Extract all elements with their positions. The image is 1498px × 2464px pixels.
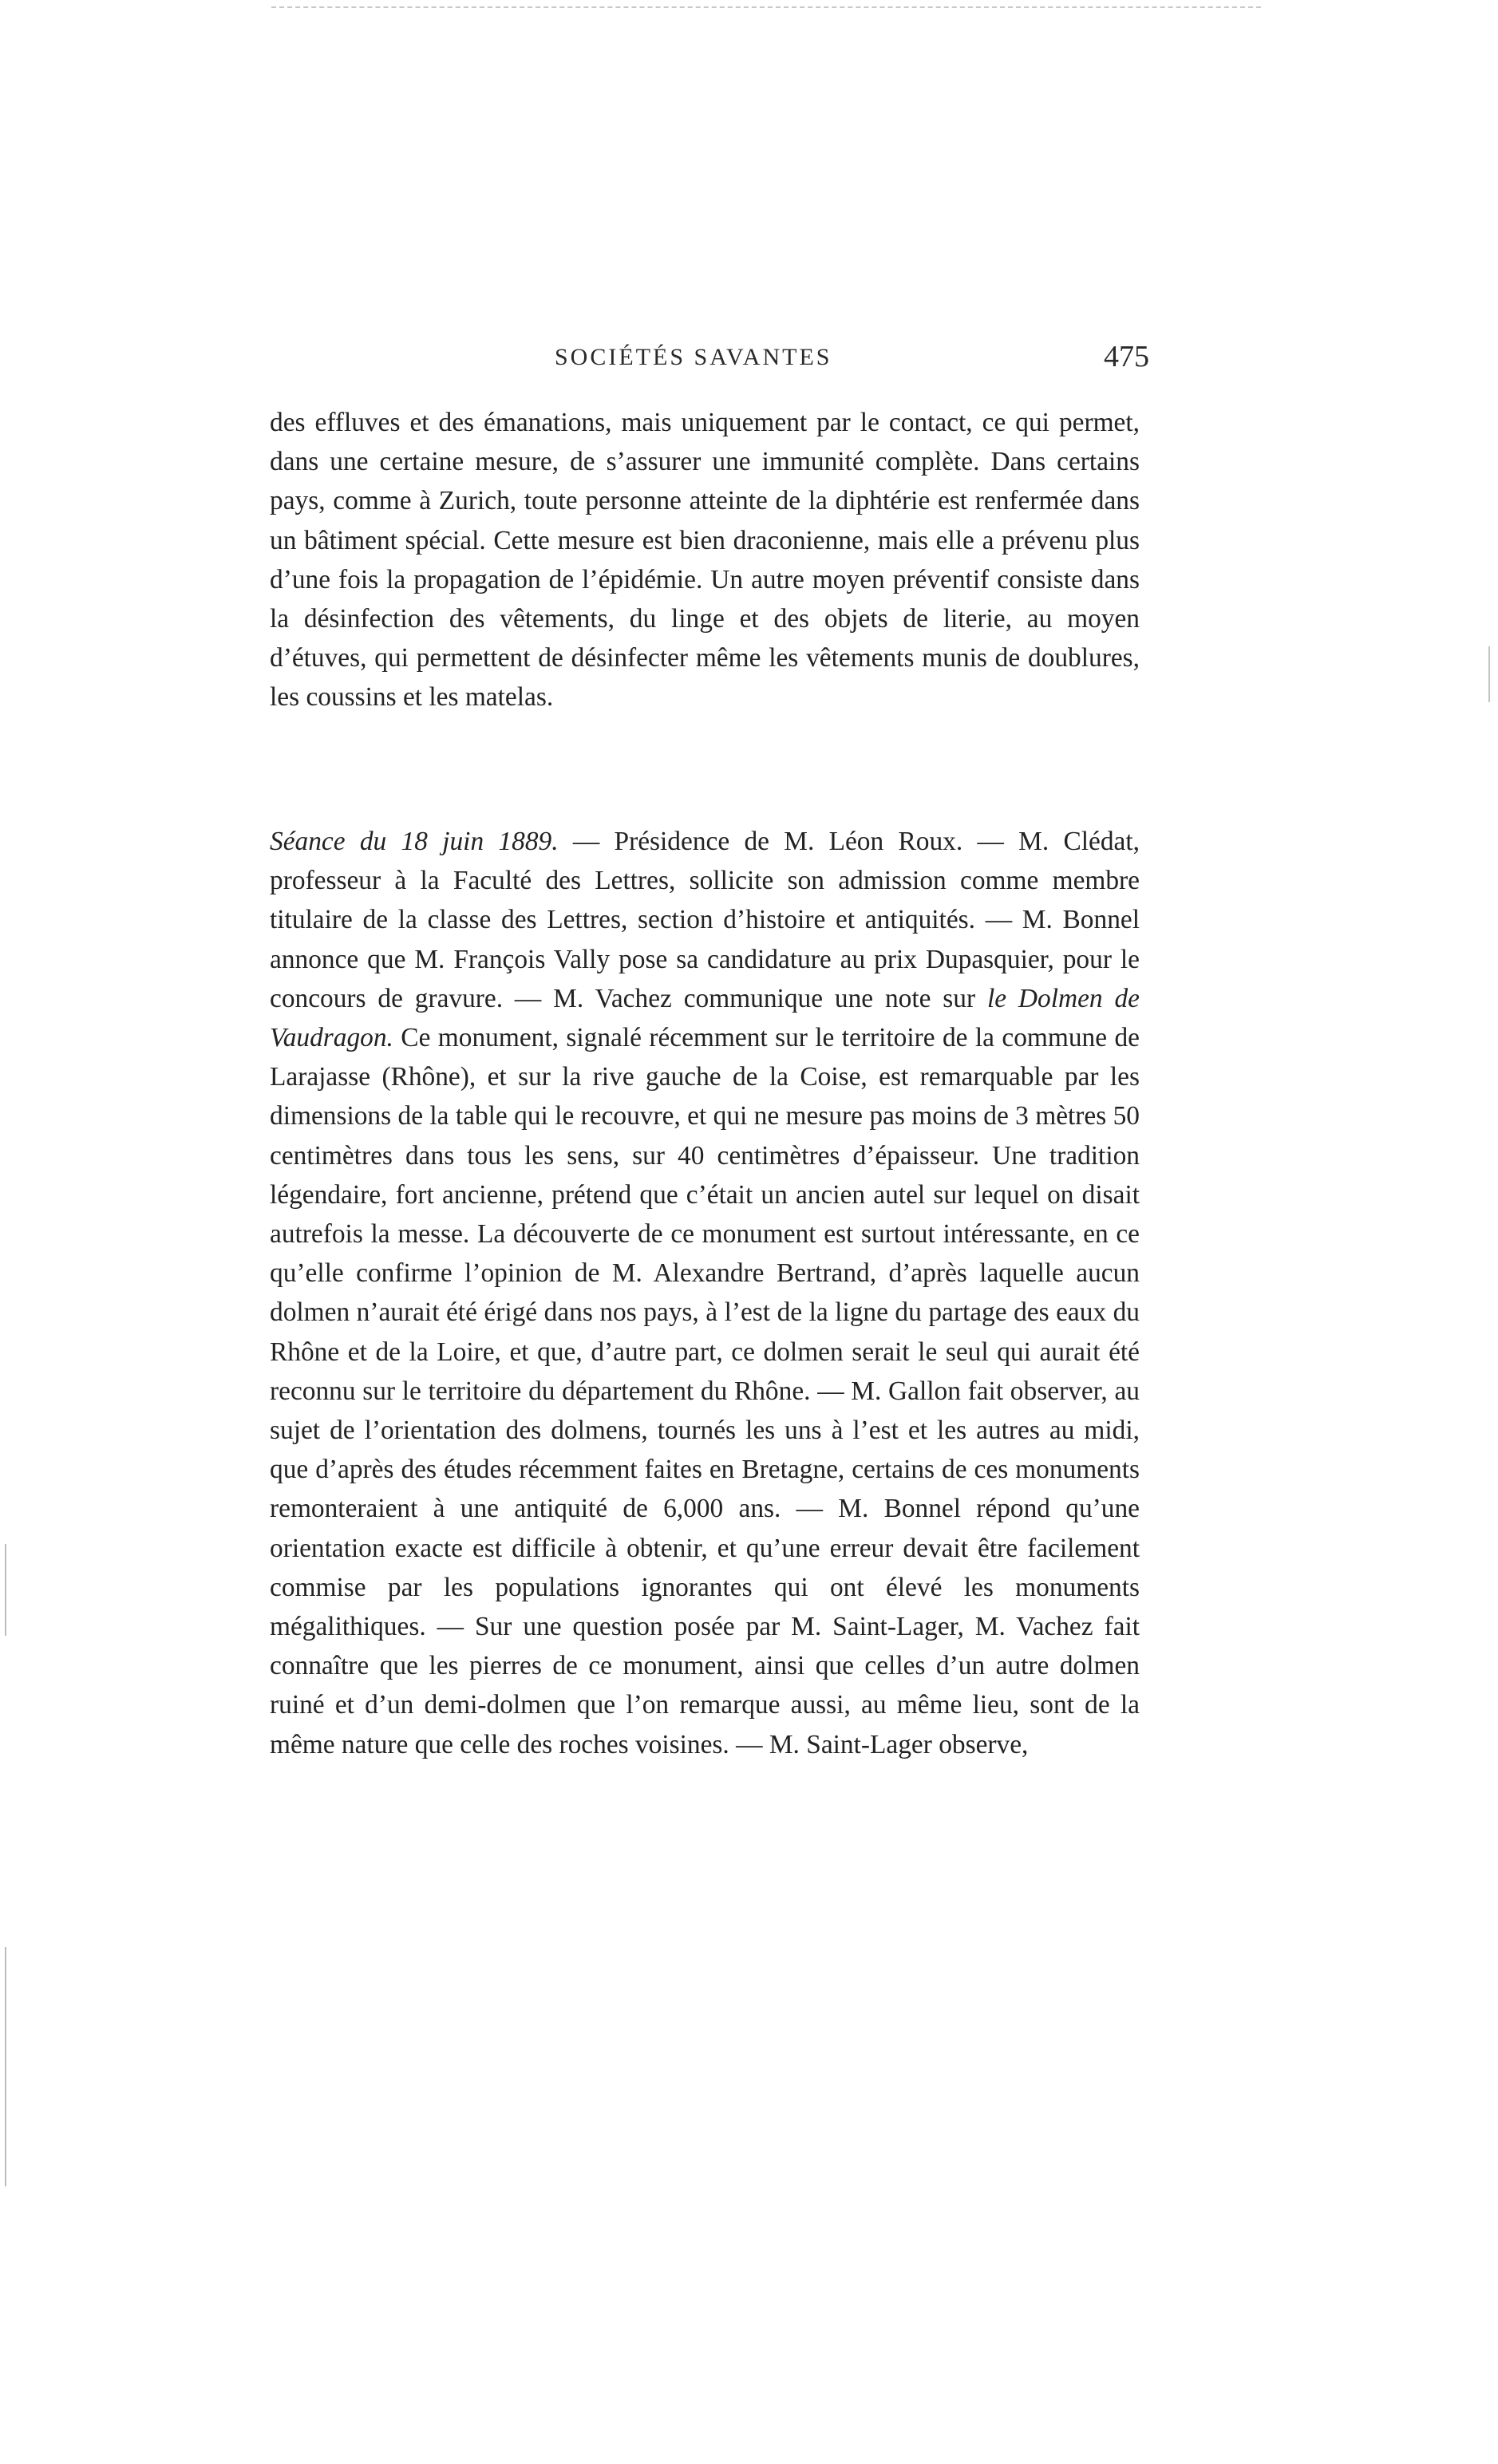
margin-scan-mark: [5, 1947, 6, 2186]
note-title: le Dolmen de Vaudragon.: [270, 983, 1140, 1053]
paragraph-1: [270, 403, 1140, 717]
scan-edge-artifact: [271, 6, 1261, 8]
paragraph-2: [270, 822, 1140, 1764]
margin-scan-mark: [5, 1544, 6, 1636]
paragraph-2-text-a: — Présidence de M. Léon Roux. — M. Clédat, professeur à la Faculté des Lettres, sollicite son admission comme membre titulaire de la classe des Lettres, section d’histoire et antiquités. — M. Bonnel annonce que M. François Vally pose sa candidature au prix Dupasquier, pour le concours de gravure. — M. Vachez communique une note sur: [270, 827, 1140, 1013]
session-date: Séance du 18 juin 1889.: [270, 827, 559, 856]
paragraph-1-text: des effluves et des émanations, mais uniquement par le contact, ce qui permet, dans une certaine mesure, de s’assurer une immunité complète. Dans certains pays, comme à Zurich, toute personne atteinte de la diphtérie est renfermée dans un bâtiment spécial. Cette mesure est bien draconienne, mais elle a prévenu plus d’une fois la propagation de l’épidémie. Un autre moyen préventif consiste dans la désinfection des vêtements, du linge et des objets de literie, au moyen d’étuves, qui permettent de désinfecter même les vêtements munis de doublures, les coussins et les matelas.: [270, 408, 1140, 713]
running-title: SOCIÉTÉS SAVANTES: [555, 344, 832, 370]
running-header: [271, 339, 1149, 387]
paragraph-2-text-b: Ce monument, signalé récemment sur le territoire de la commune de Larajasse (Rhône), et sur la rive gauche de la Coise, est remarquable par les dimensions de la table qui le recouvre, et qui ne mesure pas moins de 3 mètres 50 centimètres dans tous les sens, sur 40 centimètres d’épaisseur. Une tradition légendaire, fort ancienne, prétend que c’était un ancien autel sur lequel on disait autrefois la messe. La découverte de ce monument est surtout intéressante, en ce qu’elle confirme l’opinion de M. Alexandre Bertrand, d’après laquelle aucun dolmen n’aurait été érigé dans nos pays, à l’est de la ligne du partage des eaux du Rhône et de la Loire, et que, d’autre part, ce dolmen serait le seul qui aurait été reconnu sur le territoire du département du Rhône. — M. Gallon fait observer, au sujet de l’orientation des dolmens, tournés les uns à l’est et les autres au midi, que d’après des études récemment faites en Bretagne, certains de ces monuments remonteraient à une antiquité de 6,000 ans. — M. Bonnel répond qu’une orientation exacte est difficile à obtenir, et qu’une erreur devait être facilement commise par les populations ignorantes qui ont élevé les monuments mégalithiques. — Sur une question posée par M. Saint-Lager, M. Vachez fait connaître que les pierres de ce monument, ainsi que celles d’un autre dolmen ruiné et d’un demi-dolmen que l’on remarque aussi, au même lieu, sont de la même nature que celle des roches voisines. — M. Saint-Lager observe,: [270, 1023, 1140, 1759]
page-number: 475: [1104, 340, 1149, 373]
paragraph-2-text: [270, 822, 1140, 1764]
margin-scan-mark: [1488, 646, 1490, 702]
